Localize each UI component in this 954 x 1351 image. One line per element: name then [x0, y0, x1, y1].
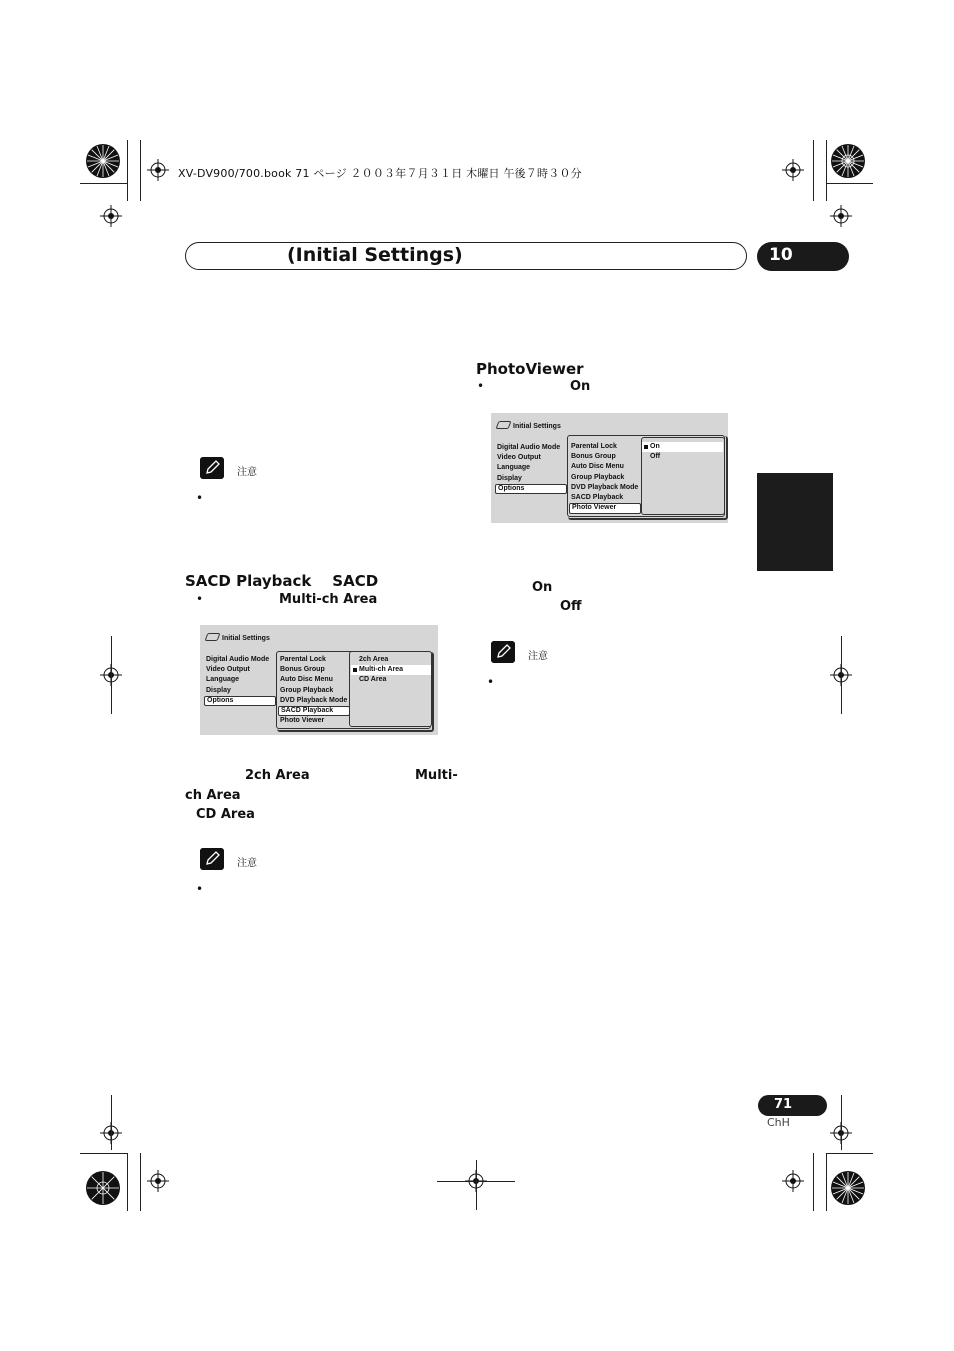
- file-info-header: XV-DV900/700.book 71 ページ ２００３年７月３１日 木曜日 午後７時３０分: [178, 167, 582, 180]
- menu-item[interactable]: Display: [206, 686, 231, 694]
- sacd-default-value: Multi-ch Area: [279, 592, 378, 607]
- registration-sun-icon: [85, 1170, 121, 1206]
- sacd-heading-main: SACD Playback: [185, 572, 312, 590]
- menu-item[interactable]: Language: [206, 676, 240, 684]
- menu-item-selected[interactable]: Options: [495, 484, 567, 495]
- disc-icon: [496, 421, 512, 429]
- sub-menu: [569, 442, 641, 514]
- page-language-code: ChH: [767, 1116, 790, 1129]
- note-label: 注意: [528, 651, 548, 662]
- note-bullet: •: [487, 675, 495, 689]
- menu-item[interactable]: Language: [497, 464, 531, 472]
- note-label: 注意: [237, 858, 257, 869]
- option-item[interactable]: CD Area: [359, 676, 387, 684]
- registration-sun-icon: [85, 143, 121, 179]
- menu-item[interactable]: Video Output: [206, 666, 250, 674]
- crosshair-icon: [830, 205, 852, 227]
- selected-marker-icon: [353, 668, 357, 672]
- note-pencil-icon: [491, 641, 515, 663]
- sacd-bullet: •: [196, 592, 204, 606]
- photoviewer-option-off: Off: [560, 599, 582, 614]
- submenu-item[interactable]: DVD Playback Mode: [280, 696, 348, 704]
- sacd-heading: [185, 572, 378, 590]
- registration-sun-icon: [830, 143, 866, 179]
- submenu-item[interactable]: Bonus Group: [280, 666, 325, 674]
- submenu-item[interactable]: Photo Viewer: [280, 717, 325, 725]
- screen-header: [497, 421, 561, 430]
- screen-header-text: Initial Settings: [222, 635, 270, 642]
- submenu-item[interactable]: Auto Disc Menu: [571, 463, 624, 471]
- sacd-option-2ch: 2ch Area: [245, 768, 310, 783]
- main-menu: [204, 655, 276, 706]
- sacd-heading-sub: SACD: [332, 572, 379, 590]
- sacd-settings-screen: [200, 625, 438, 735]
- photo-settings-screen: [491, 413, 728, 523]
- option-label: On: [650, 443, 660, 450]
- page-number: 71: [774, 1097, 793, 1112]
- option-item[interactable]: 2ch Area: [359, 656, 389, 663]
- submenu-item-selected[interactable]: Photo Viewer: [569, 503, 641, 514]
- chapter-tab: [757, 242, 849, 271]
- submenu-item[interactable]: Parental Lock: [571, 443, 617, 450]
- screen-header: [206, 633, 270, 642]
- crosshair-icon: [782, 1170, 804, 1192]
- page-title: (Initial Settings): [287, 244, 463, 266]
- note-pencil-icon: [200, 457, 224, 479]
- photoviewer-bullet: •: [477, 379, 485, 393]
- option-item-current[interactable]: [351, 665, 431, 675]
- menu-item[interactable]: Video Output: [497, 454, 541, 462]
- submenu-item[interactable]: Bonus Group: [571, 453, 616, 461]
- language-side-tab: [757, 473, 833, 571]
- photoviewer-heading: PhotoViewer: [476, 360, 584, 378]
- menu-item-selected[interactable]: Options: [204, 696, 276, 707]
- sacd-option-multi-part1: Multi-: [415, 768, 458, 783]
- main-menu: [495, 443, 567, 494]
- menu-item[interactable]: Digital Audio Mode: [206, 656, 270, 663]
- crosshair-icon: [147, 159, 169, 181]
- crosshair-icon: [147, 1170, 169, 1192]
- note-pencil-icon: [200, 848, 224, 870]
- note-bullet: •: [196, 491, 204, 505]
- submenu-item[interactable]: Group Playback: [280, 686, 334, 694]
- submenu-item[interactable]: DVD Playback Mode: [571, 483, 639, 491]
- submenu-item[interactable]: Group Playback: [571, 473, 625, 481]
- selected-marker-icon: [644, 445, 648, 449]
- sacd-option-multi-part2: ch Area: [185, 788, 241, 803]
- chapter-number: 10: [769, 245, 793, 265]
- photoviewer-default-value: On: [570, 379, 591, 394]
- submenu-item[interactable]: Parental Lock: [280, 656, 326, 663]
- menu-item[interactable]: Display: [497, 474, 522, 482]
- submenu-item[interactable]: Auto Disc Menu: [280, 676, 333, 684]
- crosshair-icon: [100, 205, 122, 227]
- sacd-option-cd: CD Area: [196, 807, 255, 822]
- option-label: Multi-ch Area: [359, 666, 404, 674]
- registration-sun-icon: [830, 1170, 866, 1206]
- title-bar-frame: [185, 242, 747, 270]
- options-list: [351, 655, 431, 686]
- disc-icon: [205, 633, 221, 641]
- menu-item[interactable]: Digital Audio Mode: [497, 444, 561, 451]
- option-item-current[interactable]: [642, 442, 723, 452]
- sub-menu: [278, 655, 350, 727]
- note-label: 注意: [237, 467, 257, 478]
- options-list: [642, 442, 723, 462]
- page-number-tab: [758, 1095, 827, 1116]
- submenu-item[interactable]: SACD Playback: [571, 493, 624, 501]
- submenu-item-selected[interactable]: SACD Playback: [278, 706, 350, 717]
- photoviewer-option-on: On: [532, 580, 553, 595]
- note-bullet: •: [196, 882, 204, 896]
- crosshair-icon: [782, 159, 804, 181]
- screen-header-text: Initial Settings: [513, 423, 561, 430]
- option-item[interactable]: Off: [650, 453, 661, 461]
